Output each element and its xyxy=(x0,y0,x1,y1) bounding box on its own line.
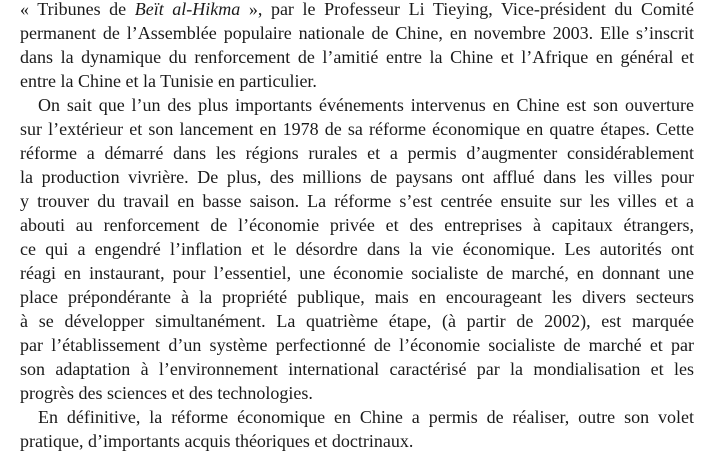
text-line: pratique, d’importants acquis théoriques et doctrinaux. xyxy=(20,431,414,451)
paragraph-conclusion xyxy=(20,405,694,453)
text-span: « Tribunes de xyxy=(20,0,135,19)
text-line: abouti au renforcement de l’économie privée et des entreprises à capitaux étrangers, xyxy=(20,215,694,235)
text-line xyxy=(20,0,694,21)
text-line: progrès des sciences et des technologies. xyxy=(20,383,313,403)
text-line: la production vivrière. De plus, des millions de paysans ont afflué dans les villes pour xyxy=(20,167,694,187)
text-line: sur l’extérieur et son lancement en 1978 de sa réforme économique en quatre étapes. Cette xyxy=(20,119,694,139)
text-line: réagi en instaurant, pour l’essentiel, une économie socialiste de marché, en donnant une xyxy=(20,263,694,283)
text-line: à se développer simultanément. La quatrième étape, (à partir de 2002), est marquée xyxy=(20,311,694,331)
publication-title: Beït al-Hikma xyxy=(134,0,241,19)
paragraph-intro xyxy=(20,0,694,93)
text-span: », par le Professeur Li Tieying, Vice-président du Comité xyxy=(240,0,694,19)
text-line: En définitive, la réforme économique en Chine a permis de réaliser, outre son volet xyxy=(38,407,694,427)
document-page xyxy=(20,0,694,453)
text-line: son adaptation à l’environnement international caractérisé par la mondialisation et les xyxy=(20,359,694,379)
paragraph-reform xyxy=(20,93,694,405)
text-line: entre la Chine et la Tunisie en particulier. xyxy=(20,71,317,91)
text-line: permanent de l’Assemblée populaire nationale de Chine, en novembre 2003. Elle s’inscrit xyxy=(20,23,694,43)
text-line: dans la dynamique du renforcement de l’amitié entre la Chine et l’Afrique en général et xyxy=(20,47,694,67)
text-line: par l’établissement d’un système perfectionné de l’économie socialiste de marché et par xyxy=(20,335,694,355)
text-line: y trouver du travail en basse saison. La réforme s’est centrée ensuite sur les villes et a xyxy=(20,191,694,211)
text-line: place prépondérante à la propriété publique, mais en encourageant les divers secteurs xyxy=(20,287,694,307)
text-line: ce qui a engendré l’inflation et le désordre dans la vie économique. Les autorités ont xyxy=(20,239,694,259)
text-line: réforme a démarré dans les régions rurales et a permis d’augmenter considérablement xyxy=(20,143,694,163)
text-line: On sait que l’un des plus importants événements intervenus en Chine est son ouverture xyxy=(38,95,694,115)
